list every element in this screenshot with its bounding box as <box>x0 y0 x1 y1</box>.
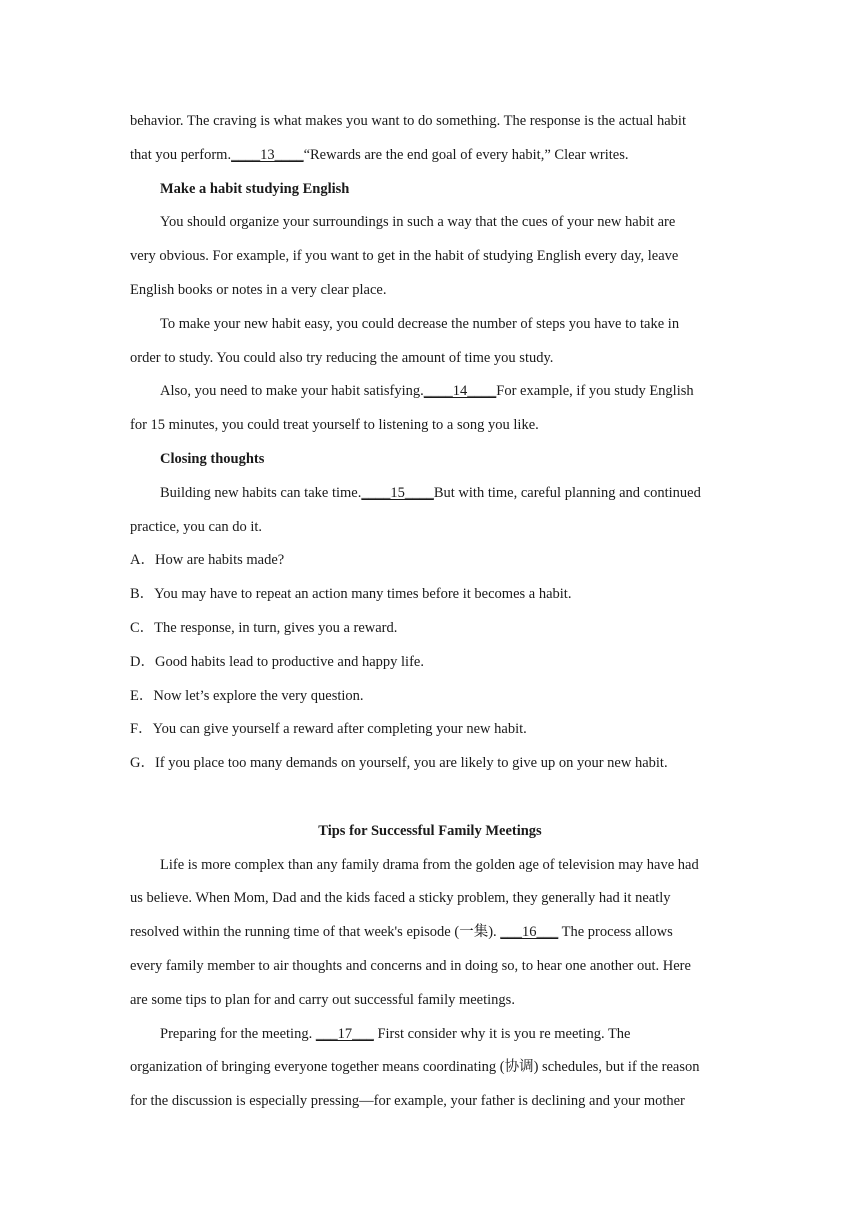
paragraph-line: Building new habits can take time.____15____But with time, careful planning and continued <box>160 484 701 501</box>
paragraph-line: behavior. The craving is what makes you want to do something. The response is the actual habit <box>130 113 686 129</box>
blank-15[interactable]: ____15____ <box>361 484 434 501</box>
option-e: E．Now let’s explore the very question. <box>130 687 364 704</box>
option-a: A．How are habits made? <box>130 552 285 569</box>
section-heading: Make a habit studying English <box>160 180 350 197</box>
paragraph-line: To make your new habit easy, you could decrease the number of steps you have to take in <box>160 315 680 332</box>
option-c: C．The response, in turn, gives you a reward. <box>130 619 398 636</box>
paragraph-line: Preparing for the meeting. ___17___ First consider why it is you re meeting. The <box>160 1025 631 1042</box>
paragraph-line: resolved within the running time of that week's episode (一集). ___16___ The process allows <box>130 924 673 941</box>
paragraph-line: for the discussion is especially pressing—for example, your father is declining and your mother <box>130 1093 685 1110</box>
paragraph-line: You should organize your surroundings in such a way that the cues of your new habit are <box>160 214 676 231</box>
paragraph-line: us believe. When Mom, Dad and the kids faced a sticky problem, they generally had it neatly <box>130 890 671 907</box>
option-g: G．If you place too many demands on yourself, you are likely to give up on your new habit. <box>130 755 668 772</box>
paragraph-line: for 15 minutes, you could treat yourself to listening to a song you like. <box>130 417 539 434</box>
paragraph-line: organization of bringing everyone together means coordinating (协调) schedules, but if the reason <box>130 1059 700 1076</box>
option-d: D．Good habits lead to productive and happy life. <box>130 653 424 670</box>
section-heading: Closing thoughts <box>160 450 265 467</box>
blank-16[interactable]: ___16___ <box>500 924 559 941</box>
option-f: F．You can give yourself a reward after completing your new habit. <box>130 721 527 738</box>
paragraph-line: every family member to air thoughts and concerns and in doing so, to hear one another out. Here <box>130 957 691 974</box>
passage-title: Tips for Successful Family Meetings <box>318 822 542 839</box>
paragraph-line: very obvious. For example, if you want to get in the habit of studying English every day, leave <box>130 248 679 265</box>
paragraph-line: Also, you need to make your habit satisfying.____14____For example, if you study English <box>160 383 694 400</box>
blank-14[interactable]: ____14____ <box>423 383 497 400</box>
paragraph-line: practice, you can do it. <box>130 518 263 535</box>
spacer <box>130 781 730 815</box>
paragraph-line: are some tips to plan for and carry out successful family meetings. <box>130 991 515 1008</box>
paragraph-line: that you perform.____13____“Rewards are the end goal of every habit,” Clear writes. <box>130 146 629 163</box>
paragraph-line: Life is more complex than any family drama from the golden age of television may have had <box>160 856 699 873</box>
option-b: B．You may have to repeat an action many times before it becomes a habit. <box>130 586 572 603</box>
paragraph-line: English books or notes in a very clear place. <box>130 281 387 298</box>
blank-17[interactable]: ___17___ <box>315 1025 374 1042</box>
document-page <box>130 105 730 1119</box>
paragraph-line: order to study. You could also try reducing the amount of time you study. <box>130 349 554 366</box>
blank-13[interactable]: ____13____ <box>231 146 304 163</box>
